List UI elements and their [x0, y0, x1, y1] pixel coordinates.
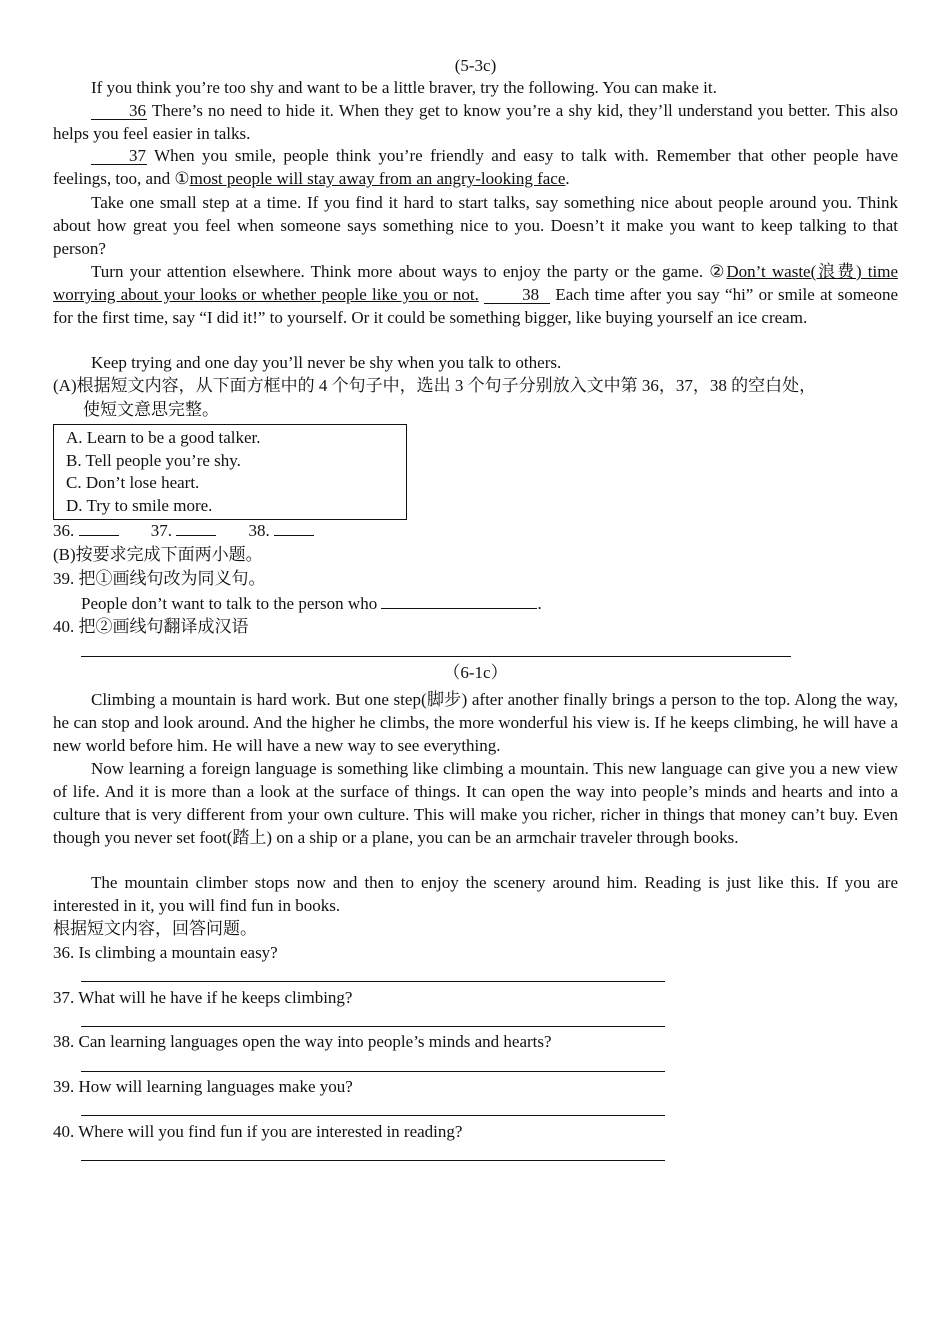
task-b-instruction: (B)按要求完成下面两小题。 [53, 545, 263, 564]
blank-37[interactable]: 37 [91, 147, 147, 165]
blank-36[interactable]: 36 [91, 102, 147, 120]
answer-blank-38[interactable] [274, 535, 314, 536]
question-40: 40. 把②画线句翻译成汉语 [53, 617, 249, 636]
question-39-sentence-row [81, 592, 542, 615]
question-39-answer-blank[interactable] [381, 608, 537, 609]
paragraph-37-end: . [565, 169, 570, 188]
answer-label-38: 38. [248, 521, 270, 540]
paragraph-38-end: Each time after you say “hi” or smile at someone for the first time, say “I did it!” to yourself. Or it could be something bigger, like buying yourself an ice cream. [53, 285, 899, 327]
section1-header: (5-3c) [454, 56, 497, 75]
section2-answer-line-38[interactable] [81, 1071, 665, 1072]
answer-label-37: 37. [150, 521, 172, 540]
paragraph-38 [53, 260, 898, 329]
section2-answer-line-39[interactable] [81, 1115, 665, 1116]
section2-answer-line-37[interactable] [81, 1026, 665, 1027]
choice-b: B. Tell people you’re shy. [66, 450, 241, 470]
paragraph-37 [53, 144, 898, 190]
answer-blank-36[interactable] [79, 535, 119, 536]
paragraph-36-text: There’s no need to hide it. When they get to know you’re a shy kid, they’ll understand you better. This also helps you feel easier in talks. [53, 101, 898, 143]
paragraph-36 [53, 99, 898, 145]
section2-paragraph-2: Now learning a foreign language is something like climbing a mountain. This new language can give you a new view of life. And it is more than a look at the surface of things. It can open the way into people’s minds and hearts and into a culture that is very different from your own culture. This will make you richer, richer in things that money can’t buy. Even though you never set foot(踏上) on a ship or a plane, you can be an armchair traveler through books. [53, 759, 898, 847]
circled-one-marker: ① [174, 169, 190, 188]
section2-paragraph-1: Climbing a mountain is hard work. But one step(脚步) after another finally brings a person to the top. Along the way, he can stop and look around. And the higher he climbs, the more wonderful his view is. If he keeps climbing, he will have a new world before him. He will have a new way to see everything. [53, 690, 898, 755]
choice-d: D. Try to smile more. [66, 495, 213, 515]
section1-intro: If you think you’re too shy and want to be a little braver, try the following. You can make it. [91, 78, 717, 97]
choices-box [53, 424, 407, 520]
question-40-answer-line[interactable] [81, 656, 791, 657]
underlined-sentence-2: Don’t waste(浪费) time worrying about your looks or whether people like you or not. [53, 262, 899, 304]
blank-38[interactable]: 38 [484, 286, 550, 304]
section2-question-37: 37. What will he have if he keeps climbing? [53, 988, 353, 1007]
paragraph-small-step: Take one small step at a time. If you find it hard to start talks, say something nice about people around you. Think about how great you feel when someone says something nice to you. Doesn’t it make you want to keep talking to that person? [53, 193, 898, 258]
question-39: 39. 把①画线句改为同义句。 [53, 569, 266, 588]
answer-label-36: 36. [53, 521, 75, 540]
section2-paragraph-3: The mountain climber stops now and then to enjoy the scenery around him. Reading is just like this. If you are interested in it, you will find fun in books. [53, 873, 898, 915]
section2-question-40: 40. Where will you find fun if you are interested in reading? [53, 1122, 463, 1141]
question-39-sentence: People don’t want to talk to the person who [81, 594, 378, 613]
section2-question-38: 38. Can learning languages open the way into people’s minds and hearts? [53, 1032, 552, 1051]
paragraph-37-text: When you smile, people think you’re friendly and easy to talk with. Remember that other people have feelings, too, and [53, 146, 898, 188]
paragraph-keep-trying: Keep trying and one day you’ll never be shy when you talk to others. [91, 353, 562, 372]
task-a-instruction-line2: 使短文意思完整。 [83, 400, 219, 419]
choice-c: C. Don’t lose heart. [66, 473, 200, 492]
paragraph-38-start: Turn your attention elsewhere. Think more about ways to enjoy the party or the game. [91, 262, 710, 281]
section2-answer-line-36[interactable] [81, 981, 665, 982]
section2-header: （6-1c） [443, 663, 508, 682]
answer-row [53, 519, 314, 542]
circled-two-marker: ② [709, 262, 727, 281]
section2-question-39: 39. How will learning languages make you? [53, 1077, 353, 1096]
question-39-period: . [537, 594, 542, 613]
section2-answer-line-40[interactable] [81, 1160, 665, 1161]
task-a-instruction-line1: (A)根据短文内容，从下面方框中的 4 个句子中，选出 3 个句子分别放入文中第 36，37，38 的空白处， [53, 376, 817, 395]
answer-blank-37[interactable] [176, 535, 216, 536]
section2-instruction: 根据短文内容，回答问题。 [53, 919, 257, 938]
section2-question-36: 36. Is climbing a mountain easy? [53, 943, 278, 962]
choice-a: A. Learn to be a good talker. [66, 428, 261, 447]
underlined-sentence-1: most people will stay away from an angry-looking face [189, 169, 566, 188]
